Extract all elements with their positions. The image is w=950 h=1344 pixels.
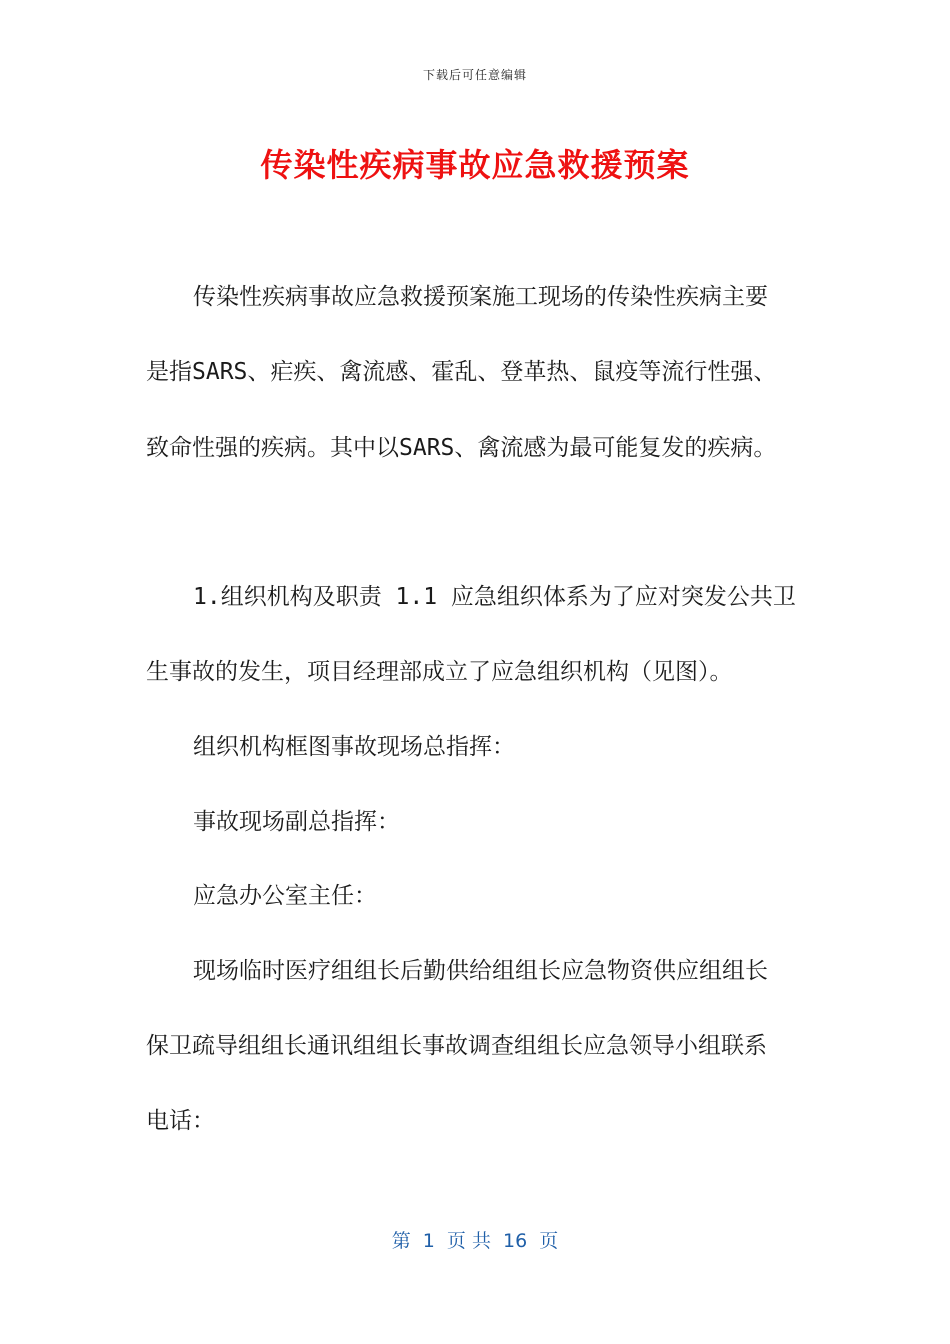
paragraph-line: 是指SARS、疟疾、禽流感、霍乱、登革热、鼠疫等流行性强、 xyxy=(146,359,777,385)
paragraph-line: 生事故的发生，项目经理部成立了应急组织机构（见图）。 xyxy=(146,659,733,685)
paragraph-line: 现场临时医疗组组长后勤供给组组长应急物资供应组组长 xyxy=(193,958,768,984)
paragraph-line: 组织机构框图事故现场总指挥： xyxy=(193,734,515,760)
paragraph-line: 电话： xyxy=(146,1108,215,1134)
paragraph-line: 致命性强的疾病。其中以SARS、禽流感为最可能复发的疾病。 xyxy=(146,435,777,461)
paragraph-line: 保卫疏导组组长通讯组组长事故调查组组长应急领导小组联系 xyxy=(146,1033,767,1059)
page-number-footer: 第 1 页 共 16 页 xyxy=(391,1230,559,1252)
paragraph-line: 1.组织机构及职责 1.1 应急组织体系为了应对突发公共卫 xyxy=(193,584,796,610)
paragraph-line: 事故现场副总指挥： xyxy=(193,809,400,835)
paragraph-line: 传染性疾病事故应急救援预案施工现场的传染性疾病主要 xyxy=(193,284,768,310)
paragraph-line: 应急办公室主任： xyxy=(193,883,377,909)
header-note: 下载后可任意编辑 xyxy=(422,68,527,82)
document-title: 传染性疾病事故应急救援预案 xyxy=(260,146,690,184)
